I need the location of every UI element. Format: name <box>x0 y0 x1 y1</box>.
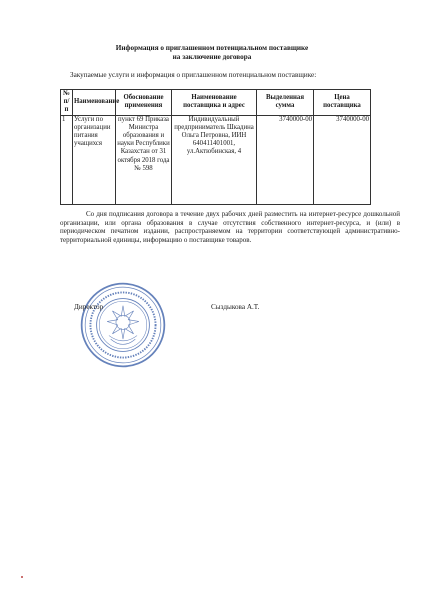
header-justification: Обоснование применения <box>116 90 172 116</box>
document-title-line1: Информация о приглашенном потенциальном поставщике <box>115 44 309 52</box>
official-seal-icon <box>79 281 167 369</box>
intro-text: Закупаемые услуги и информация о приглашенном потенциальном поставщике: <box>70 71 317 79</box>
cell-number: 1 <box>61 115 73 204</box>
document-title-line2: на заключение договора <box>172 53 252 61</box>
table-row <box>61 115 371 204</box>
header-allocated-sum: Выделенная сумма <box>257 90 314 116</box>
signature-role: Директор <box>74 303 104 311</box>
cell-allocated-sum: 3740000-00 <box>257 115 314 204</box>
cell-supplier-price: 3740000-00 <box>314 115 371 204</box>
supplier-table <box>60 89 371 205</box>
cell-name: Услуги по организации питания учащихся <box>73 115 116 204</box>
signature-name: Сыздыкова А.Т. <box>211 303 260 311</box>
header-number: № п/п <box>61 90 73 116</box>
body-paragraph-text: Со дня подписания договора в течение двух рабочих дней разместить на интернет-ресурсе дошкольной организации, или органа образования в случае отсутствия собственного интернет-ресурса, и (или) в периодическом печатном издании, распространяемом на территории соответствующей административно-территориальной единицы, информацию о поставщике товаров. <box>60 210 400 244</box>
header-supplier: Наименование поставщика и адрес <box>172 90 257 116</box>
header-supplier-price: Цена поставщика <box>314 90 371 116</box>
cell-supplier: Индивидуальный предприниматель Шкадина Ольга Петровна, ИИН 640411401001, ул.Актюбинская, 4 <box>172 115 257 204</box>
body-paragraph <box>60 210 400 244</box>
cell-justification: пункт 69 Приказа Министра образования и науки Республики Казахстан от 31 октября 2018 года № 598 <box>116 115 172 204</box>
table-header-row <box>61 90 371 116</box>
header-name: Наименование <box>73 90 116 116</box>
ink-mark <box>21 576 23 578</box>
